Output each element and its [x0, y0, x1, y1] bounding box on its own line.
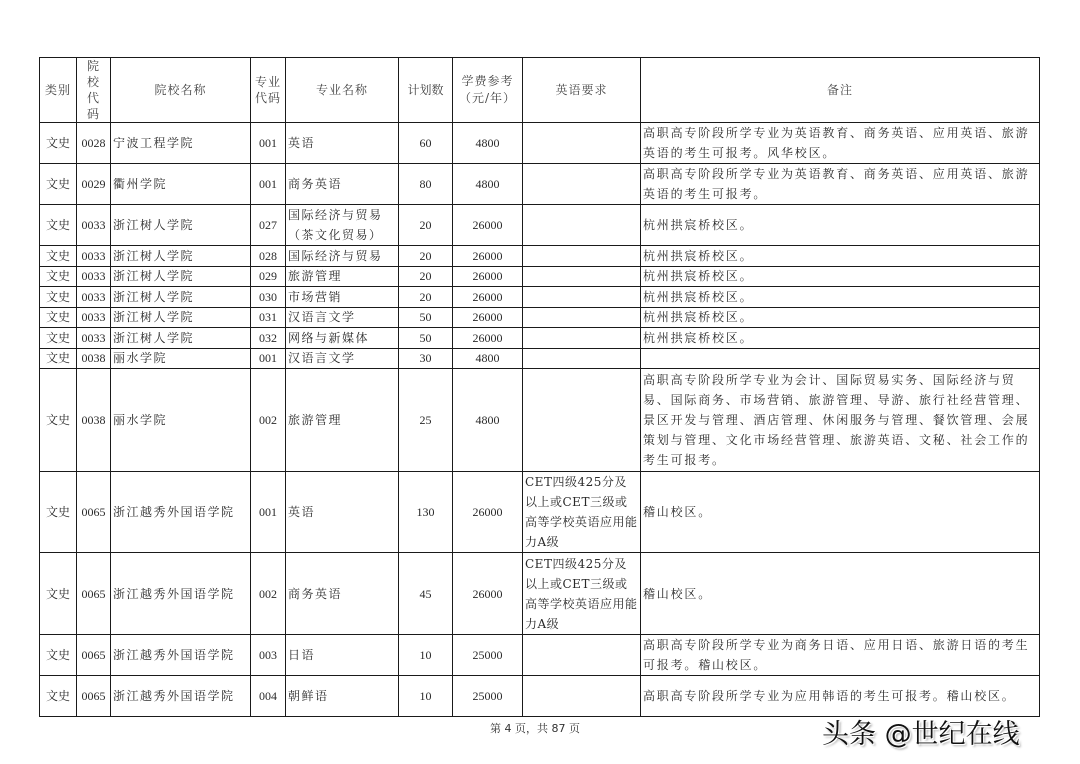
cell-remarks: 杭州拱宸桥校区。: [641, 328, 1040, 349]
cell-tuition: 26000: [453, 308, 523, 328]
cell-tuition: 25000: [453, 635, 523, 676]
cell-tuition: 26000: [453, 328, 523, 349]
cell-plan: 30: [399, 349, 453, 369]
cell-major-code: 002: [251, 553, 286, 635]
cell-major-code: 028: [251, 246, 286, 267]
cell-major-name: 市场营销: [286, 287, 399, 308]
cell-major-code: 001: [251, 472, 286, 553]
cell-school-name: 宁波工程学院: [111, 123, 251, 164]
cell-remarks: 杭州拱宸桥校区。: [641, 308, 1040, 328]
cell-tuition: 4800: [453, 123, 523, 164]
cell-plan: 50: [399, 328, 453, 349]
cell-remarks: 杭州拱宸桥校区。: [641, 287, 1040, 308]
cell-plan: 50: [399, 308, 453, 328]
header-major-code: 专业代码: [251, 58, 286, 123]
cell-major-name: 英语: [286, 472, 399, 553]
cell-remarks: 杭州拱宸桥校区。: [641, 267, 1040, 287]
header-tuition: 学费参考（元/年）: [453, 58, 523, 123]
cell-plan: 80: [399, 164, 453, 205]
cell-remarks: 高职高专阶段所学专业为会计、国际贸易实务、国际经济与贸易、国际商务、市场营销、旅游管理、导游、旅行社经营管理、景区开发与管理、酒店管理、休闲服务与管理、餐饮管理、会展策划与管理、文化市场经营管理、旅游英语、文秘、社会工作的考生可报考。: [641, 369, 1040, 472]
table-row: [40, 676, 1040, 717]
cell-category: 文史: [40, 328, 77, 349]
cell-remarks: 稽山校区。: [641, 553, 1040, 635]
cell-english-requirement: [523, 246, 641, 267]
table-row: [40, 267, 1040, 287]
cell-major-name: 旅游管理: [286, 369, 399, 472]
cell-school-code: 0033: [77, 287, 111, 308]
cell-major-code: 027: [251, 205, 286, 246]
cell-school-name: 浙江树人学院: [111, 205, 251, 246]
cell-category: 文史: [40, 123, 77, 164]
cell-school-code: 0065: [77, 553, 111, 635]
table-row: [40, 369, 1040, 472]
cell-major-code: 001: [251, 164, 286, 205]
cell-plan: 25: [399, 369, 453, 472]
cell-category: 文史: [40, 164, 77, 205]
cell-english-requirement: [523, 676, 641, 717]
header-english: 英语要求: [523, 58, 641, 123]
header-row: [40, 58, 1040, 123]
cell-tuition: 4800: [453, 369, 523, 472]
table-row: [40, 123, 1040, 164]
cell-major-code: 001: [251, 349, 286, 369]
cell-school-name: 丽水学院: [111, 349, 251, 369]
cell-major-name: 汉语言文学: [286, 308, 399, 328]
cell-category: 文史: [40, 369, 77, 472]
cell-school-code: 0029: [77, 164, 111, 205]
cell-plan: 20: [399, 205, 453, 246]
cell-tuition: 26000: [453, 287, 523, 308]
cell-major-name: 日语: [286, 635, 399, 676]
cell-category: 文史: [40, 308, 77, 328]
cell-school-code: 0033: [77, 205, 111, 246]
cell-remarks: 高职高专阶段所学专业为商务日语、应用日语、旅游日语的考生可报考。稽山校区。: [641, 635, 1040, 676]
cell-major-code: 032: [251, 328, 286, 349]
cell-major-name: 旅游管理: [286, 267, 399, 287]
cell-english-requirement: [523, 349, 641, 369]
cell-school-name: 浙江树人学院: [111, 246, 251, 267]
admissions-table: [39, 57, 1040, 717]
cell-remarks: 高职高专阶段所学专业为英语教育、商务英语、应用英语、旅游英语的考生可报考。风华校区。: [641, 123, 1040, 164]
cell-school-name: 浙江越秀外国语学院: [111, 553, 251, 635]
cell-major-name: 英语: [286, 123, 399, 164]
cell-remarks: 稽山校区。: [641, 472, 1040, 553]
table-row: [40, 553, 1040, 635]
cell-school-code: 0038: [77, 349, 111, 369]
table-row: [40, 472, 1040, 553]
cell-tuition: 26000: [453, 553, 523, 635]
cell-school-name: 浙江树人学院: [111, 308, 251, 328]
cell-school-name: 浙江越秀外国语学院: [111, 472, 251, 553]
cell-english-requirement: [523, 267, 641, 287]
cell-english-requirement: [523, 328, 641, 349]
cell-english-requirement: CET四级425分及以上或CET三级或高等学校英语应用能力A级: [523, 472, 641, 553]
table-row: [40, 246, 1040, 267]
cell-school-name: 丽水学院: [111, 369, 251, 472]
cell-major-name: 汉语言文学: [286, 349, 399, 369]
cell-plan: 130: [399, 472, 453, 553]
cell-major-code: 029: [251, 267, 286, 287]
cell-plan: 20: [399, 246, 453, 267]
cell-major-name: 国际经济与贸易: [286, 246, 399, 267]
header-remarks: 备注: [641, 58, 1040, 123]
cell-english-requirement: [523, 164, 641, 205]
cell-school-name: 浙江树人学院: [111, 287, 251, 308]
cell-school-code: 0033: [77, 246, 111, 267]
cell-english-requirement: [523, 287, 641, 308]
cell-category: 文史: [40, 472, 77, 553]
cell-plan: 20: [399, 267, 453, 287]
cell-category: 文史: [40, 349, 77, 369]
watermark: 头条 @世纪在线: [822, 719, 1020, 750]
cell-tuition: 26000: [453, 472, 523, 553]
cell-english-requirement: CET四级425分及以上或CET三级或高等学校英语应用能力A级: [523, 553, 641, 635]
header-school-name: 院校名称: [111, 58, 251, 123]
cell-category: 文史: [40, 553, 77, 635]
cell-remarks: 高职高专阶段所学专业为应用韩语的考生可报考。稽山校区。: [641, 676, 1040, 717]
header-school-code: 院校代码: [77, 58, 111, 123]
cell-school-code: 0033: [77, 267, 111, 287]
cell-plan: 45: [399, 553, 453, 635]
cell-school-code: 0033: [77, 328, 111, 349]
table-row: [40, 328, 1040, 349]
cell-category: 文史: [40, 267, 77, 287]
cell-major-name: 朝鲜语: [286, 676, 399, 717]
table-row: [40, 349, 1040, 369]
cell-plan: 10: [399, 676, 453, 717]
cell-category: 文史: [40, 676, 77, 717]
table-row: [40, 205, 1040, 246]
cell-category: 文史: [40, 635, 77, 676]
cell-plan: 20: [399, 287, 453, 308]
table-row: [40, 164, 1040, 205]
cell-tuition: 4800: [453, 349, 523, 369]
cell-major-code: 002: [251, 369, 286, 472]
cell-english-requirement: [523, 308, 641, 328]
cell-english-requirement: [523, 635, 641, 676]
page-indicator: 第 4 页，共 87 页: [490, 722, 580, 735]
header-category: 类别: [40, 58, 77, 123]
cell-english-requirement: [523, 369, 641, 472]
header-plan: 计划数: [399, 58, 453, 123]
cell-school-code: 0038: [77, 369, 111, 472]
cell-school-code: 0028: [77, 123, 111, 164]
cell-tuition: 26000: [453, 205, 523, 246]
cell-school-name: 浙江越秀外国语学院: [111, 676, 251, 717]
cell-major-code: 003: [251, 635, 286, 676]
cell-category: 文史: [40, 246, 77, 267]
cell-remarks: 高职高专阶段所学专业为英语教育、商务英语、应用英语、旅游英语的考生可报考。: [641, 164, 1040, 205]
cell-category: 文史: [40, 287, 77, 308]
cell-school-name: 浙江越秀外国语学院: [111, 635, 251, 676]
cell-remarks: 杭州拱宸桥校区。: [641, 246, 1040, 267]
cell-tuition: 26000: [453, 246, 523, 267]
cell-major-code: 004: [251, 676, 286, 717]
cell-tuition: 4800: [453, 164, 523, 205]
table-row: [40, 308, 1040, 328]
table-row: [40, 635, 1040, 676]
cell-plan: 60: [399, 123, 453, 164]
cell-school-code: 0065: [77, 472, 111, 553]
cell-major-name: 商务英语: [286, 164, 399, 205]
cell-plan: 10: [399, 635, 453, 676]
cell-remarks: 杭州拱宸桥校区。: [641, 205, 1040, 246]
cell-category: 文史: [40, 205, 77, 246]
cell-school-name: 浙江树人学院: [111, 267, 251, 287]
cell-tuition: 25000: [453, 676, 523, 717]
cell-school-code: 0033: [77, 308, 111, 328]
cell-major-name: 商务英语: [286, 553, 399, 635]
table-row: [40, 287, 1040, 308]
cell-school-code: 0065: [77, 676, 111, 717]
cell-major-code: 031: [251, 308, 286, 328]
header-major-name: 专业名称: [286, 58, 399, 123]
cell-remarks: [641, 349, 1040, 369]
cell-school-name: 浙江树人学院: [111, 328, 251, 349]
cell-major-code: 001: [251, 123, 286, 164]
cell-tuition: 26000: [453, 267, 523, 287]
cell-major-name: 国际经济与贸易（茶文化贸易）: [286, 205, 399, 246]
cell-english-requirement: [523, 123, 641, 164]
cell-english-requirement: [523, 205, 641, 246]
cell-major-name: 网络与新媒体: [286, 328, 399, 349]
cell-school-name: 衢州学院: [111, 164, 251, 205]
cell-school-code: 0065: [77, 635, 111, 676]
cell-major-code: 030: [251, 287, 286, 308]
